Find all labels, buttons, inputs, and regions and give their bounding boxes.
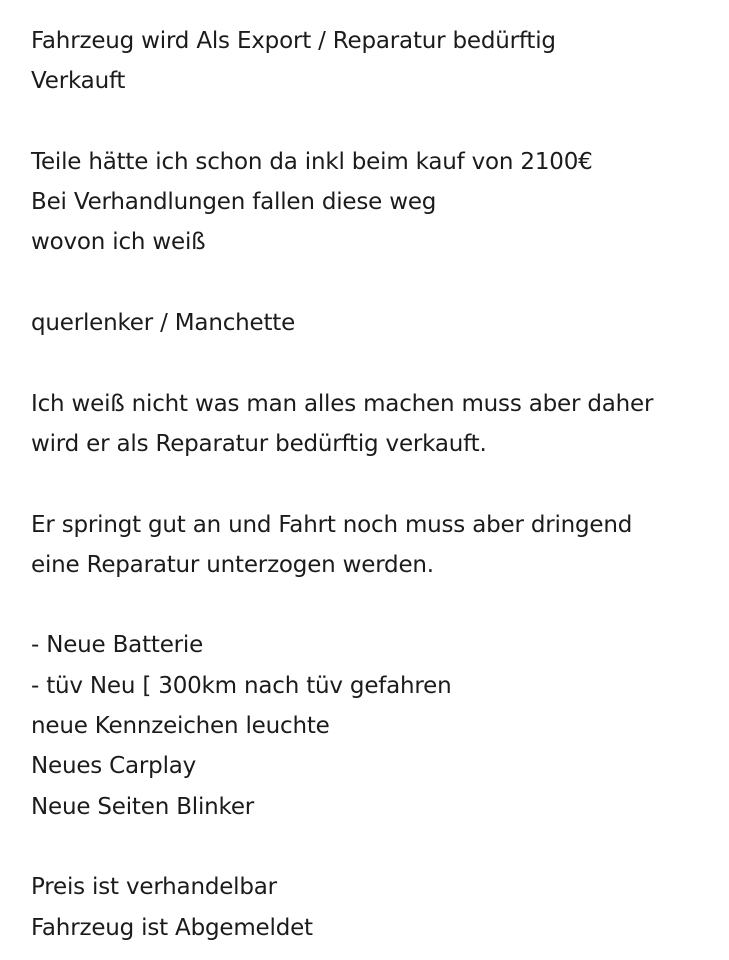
paragraph-price-status: [31, 867, 711, 948]
text-line: Fahrzeug ist Abgemeldet: [31, 914, 313, 941]
list-item: neue Kennzeichen leuchte: [31, 713, 330, 740]
text-line: eine Reparatur unterzogen werden.: [31, 551, 434, 578]
paragraph-condition: [31, 21, 711, 102]
paragraph-known-issues: [31, 303, 711, 343]
list-item: Neues Carplay: [31, 753, 197, 780]
paragraph-new-parts-list: [31, 625, 711, 826]
paragraph-running-state: [31, 505, 711, 586]
text-line: Verkauft: [31, 68, 126, 95]
list-item: - tüv Neu [ 300km nach tüv gefahren: [31, 672, 452, 699]
text-line: Ich weiß nicht was man alles machen muss aber daher: [31, 390, 654, 417]
text-line: Fahrzeug wird Als Export / Reparatur bedürftig: [31, 28, 556, 54]
text-line: wird er als Reparatur bedürftig verkauft.: [31, 430, 487, 457]
text-line: Teile hätte ich schon da inkl beim kauf von 2100€: [31, 148, 593, 175]
text-line: querlenker / Manchette: [31, 310, 296, 337]
text-line: Preis ist verhandelbar: [31, 874, 277, 901]
text-line: Er springt gut an und Fahrt noch muss aber dringend: [31, 511, 633, 538]
text-line: Bei Verhandlungen fallen diese weg: [31, 189, 437, 216]
text-line: wovon ich weiß: [31, 229, 206, 256]
list-item: Neue Seiten Blinker: [31, 793, 255, 820]
list-item: - Neue Batterie: [31, 632, 204, 659]
paragraph-repair-note: [31, 384, 711, 465]
listing-description: [31, 21, 711, 948]
paragraph-parts: [31, 142, 711, 263]
